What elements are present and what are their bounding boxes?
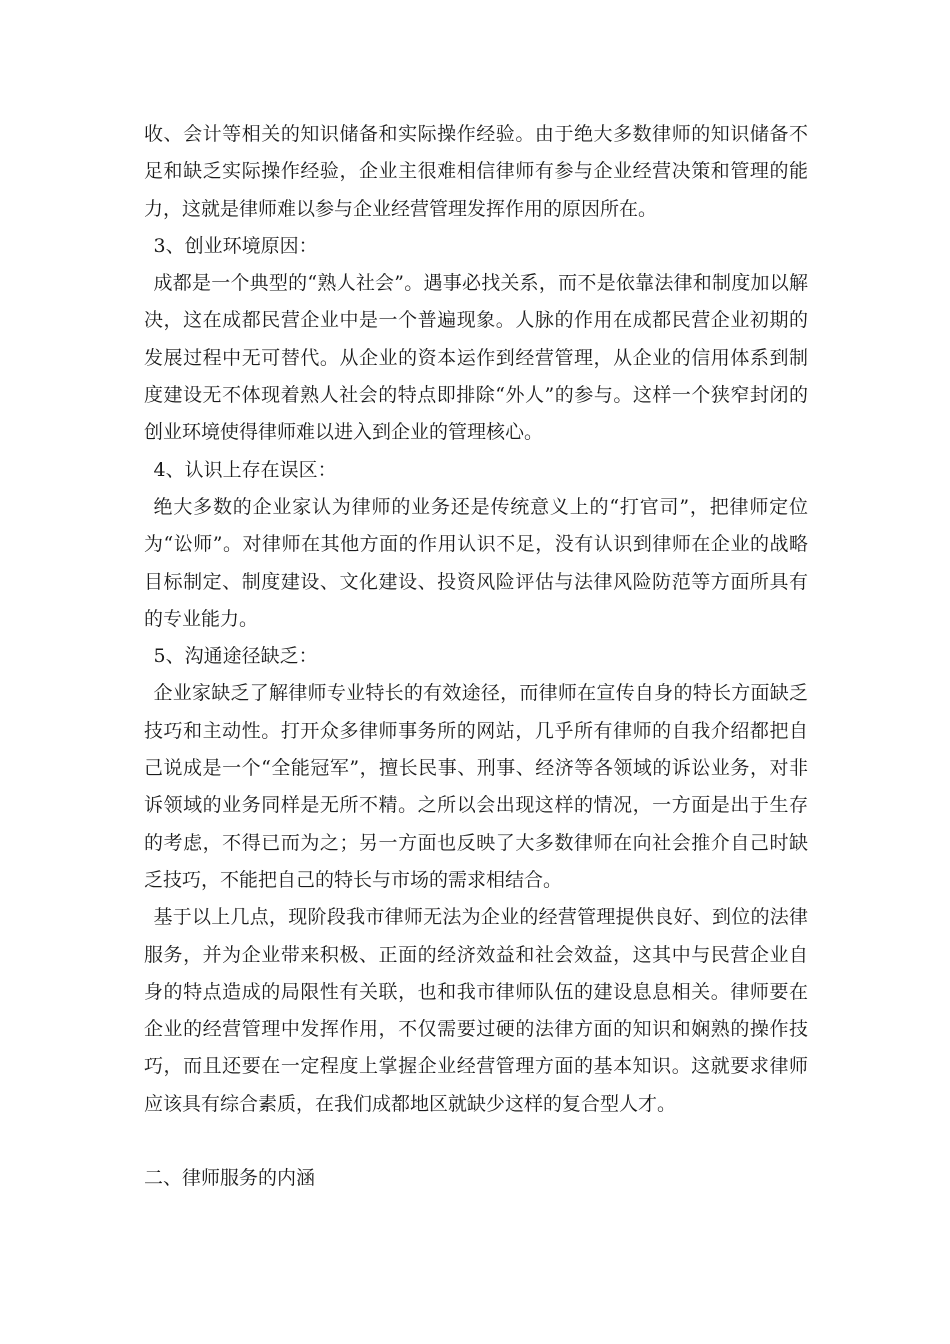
paragraph-litigation-view: 绝大多数的企业家认为律师的业务还是传统意义上的“打官司”，把律师定位为“讼师”。对律师在其他方面的作用认识不足，没有认识到律师在企业的战略目标制定、制度建设、文化建设、投资风险评估与法律风险防范等方面所具有的专业能力。 <box>144 495 808 630</box>
document-body <box>144 116 808 1197</box>
paragraph-acquaintance-society: 成都是一个典型的“熟人社会”。遇事必找关系，而不是依靠法律和制度加以解决，这在成都民营企业中是一个普遍现象。人脉的作用在成都民营企业初期的发展过程中无可替代。从企业的资本运作到经营管理，从企业的信用体系到制度建设无不体现着熟人社会的特点即排除“外人”的参与。这样一个狭窄封闭的创业环境使得律师难以进入到企业的管理核心。 <box>144 272 808 444</box>
subheading-entrepreneurial-environment: 3、创业环境原因： <box>153 234 318 257</box>
paragraph-summary: 基于以上几点，现阶段我市律师无法为企业的经营管理提供良好、到位的法律服务，并为企业带来积极、正面的经济效益和社会效益，这其中与民营企业自身的特点造成的局限性有关联，也和我市律师队伍的建设息息相关。律师要在企业的经营管理中发挥作用，不仅需要过硬的法律方面的知识和娴熟的操作技巧，而且还要在一定程度上掌握企业经营管理方面的基本知识。这就要求律师应该具有综合素质，在我们成都地区就缺少这样的复合型人才。 <box>144 906 808 1115</box>
subheading-communication-channels: 5、沟通途径缺乏： <box>153 645 318 668</box>
subheading-misconception: 4、认识上存在误区： <box>153 458 337 481</box>
section-heading: 二、律师服务的内涵 <box>144 1167 316 1190</box>
paragraph-knowledge-reserve: 收、会计等相关的知识储备和实际操作经验。由于绝大多数律师的知识储备不足和缺乏实际操作经验，企业主很难相信律师有参与企业经营决策和管理的能力，这就是律师难以参与企业经营管理发挥作用的原因所在。 <box>144 123 808 220</box>
paragraph-communication-gap: 企业家缺乏了解律师专业特长的有效途径，而律师在宣传自身的特长方面缺乏技巧和主动性。打开众多律师事务所的网站，几乎所有律师的自我介绍都把自己说成是一个“全能冠军”，擅长民事、刑事、经济等各领域的诉讼业务，对非诉领域的业务同样是无所不精。之所以会出现这样的情况，一方面是出于生存的考虑，不得已而为之；另一方面也反映了大多数律师在向社会推介自己时缺乏技巧，不能把自己的特长与市场的需求相结合。 <box>144 682 808 891</box>
